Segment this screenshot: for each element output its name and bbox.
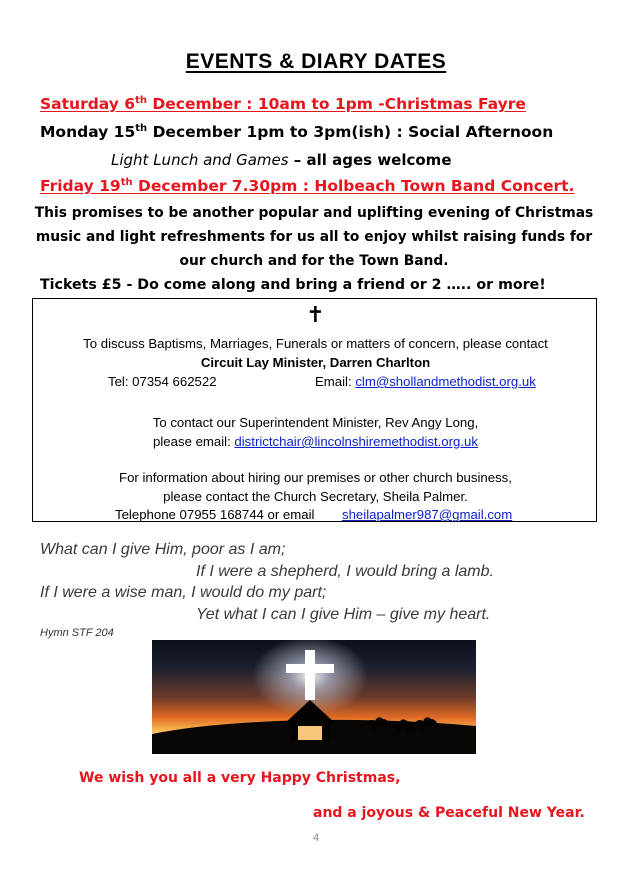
lay-minister-tel: Tel: 07354 662522 <box>108 374 217 389</box>
contact-box <box>32 298 597 522</box>
concert-description-line: This promises to be another popular and uplifting evening of Christmas <box>34 205 594 221</box>
secretary-phone: Telephone 07955 168744 or email <box>115 507 315 522</box>
page-number: 4 <box>313 832 320 844</box>
concert-description-line: music and light refreshments for us all to enjoy whilst raising funds for <box>35 229 593 245</box>
event-band-concert: Friday 19th December 7.30pm : Holbeach Town Band Concert. <box>40 177 575 195</box>
lay-minister-name: Circuit Lay Minister, Darren Charlton <box>200 355 431 370</box>
email-link-districtchair[interactable]: districtchair@lincolnshiremethodist.org.uk <box>234 434 478 449</box>
new-year-wish: and a joyous & Peaceful New Year. <box>313 805 585 821</box>
lay-minister-email-row: Email: clm@shollandmethodist.org.uk <box>315 374 536 389</box>
tickets-info: Tickets £5 - Do come along and bring a friend or 2 ….. or more! <box>40 277 546 293</box>
christmas-wish: We wish you all a very Happy Christmas, <box>79 770 401 786</box>
event-social-subtitle: Light Lunch and Games – all ages welcome <box>111 151 452 169</box>
cross-icon: ✝ <box>306 303 325 328</box>
poem-line: What can I give Him, poor as I am; <box>40 541 286 558</box>
page-title: EVENTS & DIARY DATES <box>185 50 447 73</box>
poem-line: If I were a wise man, I would do my part; <box>40 584 327 601</box>
superintendent-email-row: please email: districtchair@lincolnshiremethodist.org.uk <box>153 434 478 449</box>
email-link-secretary[interactable]: sheilapalmer987@gmail.com <box>342 507 513 522</box>
event-social-afternoon: Monday 15th December 1pm to 3pm(ish) : Social Afternoon <box>40 123 554 141</box>
concert-description-line: our church and for the Town Band. <box>179 253 449 269</box>
hymn-source: Hymn STF 204 <box>40 627 114 639</box>
email-link-clm[interactable]: clm@shollandmethodist.org.uk <box>355 374 536 389</box>
contact-line: For information about hiring our premises or other church business, <box>119 470 512 485</box>
contact-line: To contact our Superintendent Minister, Rev Angy Long, <box>152 415 479 430</box>
poem-line: If I were a shepherd, I would bring a lamb. <box>196 563 494 580</box>
poem-line: Yet what I can I give Him – give my heart. <box>196 606 491 623</box>
event-christmas-fayre: Saturday 6th December : 10am to 1pm -Christmas Fayre <box>40 95 526 113</box>
nativity-image <box>152 640 476 754</box>
contact-line: To discuss Baptisms, Marriages, Funerals or matters of concern, please contact <box>83 336 548 351</box>
contact-line: please contact the Church Secretary, Sheila Palmer. <box>163 489 468 504</box>
